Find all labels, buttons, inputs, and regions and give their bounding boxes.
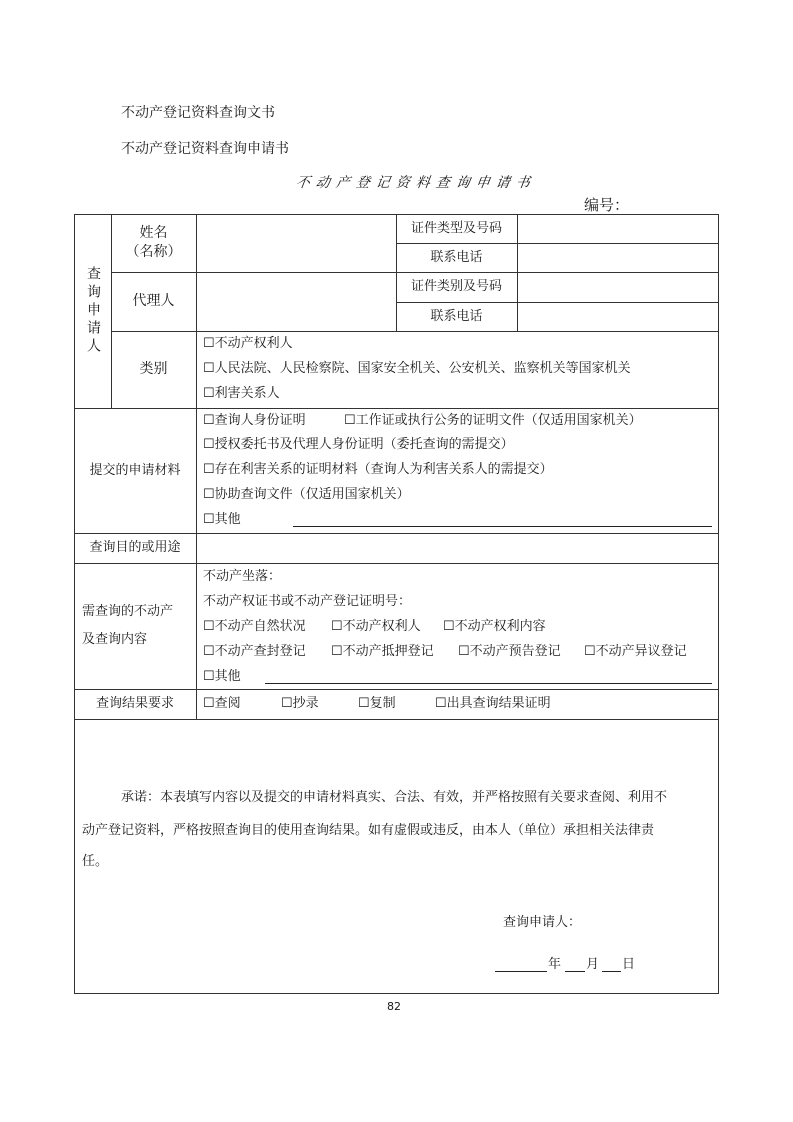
property-checkbox-natural-status[interactable]: ☐不动产自然状况 — [203, 619, 306, 634]
table-border-right — [718, 214, 719, 993]
divider — [111, 331, 718, 332]
name-label — [111, 214, 196, 272]
category-label: 类别 — [139, 361, 168, 377]
applicant-section-label: 查询申请人 — [85, 266, 101, 356]
pledge-text-line2: 动产登记资料，严格按照查询目的使用查询结果。如有虚假或违反，由本人（单位）承担相关法律责 — [82, 823, 655, 838]
signer-label: 查询申请人： — [503, 915, 582, 930]
result-checkbox-certificate[interactable]: ☐出具查询结果证明 — [435, 696, 551, 711]
agent-id-number-input[interactable] — [518, 273, 717, 301]
materials-other-input[interactable] — [293, 526, 712, 527]
result-checkbox-transcribe[interactable]: ☐抄录 — [281, 696, 319, 711]
property-cert-input[interactable] — [420, 592, 710, 612]
result-checkbox-copy[interactable]: ☐复制 — [358, 696, 396, 711]
id-type-label: 证件类型及号码 — [410, 220, 502, 236]
agent-name-input[interactable] — [197, 273, 395, 330]
name-input[interactable] — [197, 215, 395, 271]
materials-checkbox-interest-proof[interactable]: ☐存在利害关系的证明材料（查询人为利害关系人的需提交） — [203, 462, 553, 477]
category-checkbox-state-organ[interactable]: ☐人民法院、人民检察院、国家安全机关、公安机关、监察机关等国家机关 — [203, 361, 631, 376]
pledge-text-line3: 任。 — [82, 854, 109, 869]
date-year-label: 年 — [548, 957, 562, 972]
materials-checkbox-authorization[interactable]: ☐授权委托书及代理人身份证明（委托查询的需提交） — [203, 437, 514, 452]
property-checkbox-seizure[interactable]: ☐不动产查封登记 — [203, 644, 306, 659]
agent-phone-input[interactable] — [518, 303, 717, 330]
property-location-input[interactable] — [290, 567, 710, 587]
property-other-input[interactable] — [265, 683, 712, 684]
purpose-label: 查询目的或用途 — [89, 540, 181, 555]
id-number-input[interactable] — [518, 215, 717, 242]
agent-id-type-label: 证件类别及号码 — [410, 279, 502, 294]
property-checkbox-right-content[interactable]: ☐不动产权利内容 — [443, 619, 546, 634]
property-checkbox-other[interactable]: ☐其他 — [203, 669, 241, 684]
category-checkbox-owner[interactable]: ☐不动产权利人 — [203, 336, 293, 351]
divider — [74, 563, 719, 564]
category-checkbox-interested-party[interactable]: ☐利害关系人 — [203, 386, 280, 401]
property-label-line1: 需查询的不动产 — [82, 604, 174, 619]
date-day-label: 日 — [622, 957, 636, 972]
result-checkbox-view[interactable]: ☐查阅 — [203, 696, 241, 711]
result-label: 查询结果要求 — [95, 696, 174, 711]
document-title: 不动产登记资料查询文书 — [121, 105, 275, 121]
property-checkbox-mortgage[interactable]: ☐不动产抵押登记 — [331, 644, 434, 659]
property-label-line2: 及查询内容 — [82, 632, 148, 647]
date-month-input[interactable] — [565, 971, 585, 972]
name-label-line1: 姓名 — [139, 225, 168, 241]
property-checkbox-objection[interactable]: ☐不动产异议登记 — [584, 644, 687, 659]
pledge-text-line1: 承诺：本表填写内容以及提交的申请材料真实、合法、有效，并严格按照有关要求查阅、利用不 — [121, 790, 668, 805]
phone-input[interactable] — [518, 244, 717, 271]
form-number-label: 编号： — [584, 196, 630, 214]
agent-label: 代理人 — [132, 293, 175, 309]
property-cert-label: 不动产权证书或不动产登记证明号： — [203, 594, 412, 609]
materials-checkbox-id-proof[interactable]: ☐查询人身份证明 — [203, 413, 306, 428]
table-border-bottom — [74, 993, 719, 994]
phone-label: 联系电话 — [430, 249, 483, 265]
date-month-label: 月 — [586, 957, 600, 972]
date-day-input[interactable] — [602, 971, 621, 972]
purpose-input[interactable] — [203, 541, 713, 559]
property-location-label: 不动产坐落： — [203, 569, 282, 584]
form-title: 不动产登记资料查询申请书 — [294, 175, 537, 191]
materials-checkbox-assist-doc[interactable]: ☐协助查询文件（仅适用国家机关） — [203, 487, 410, 502]
name-label-line2: （名称） — [125, 244, 182, 260]
materials-checkbox-other[interactable]: ☐其他 — [203, 512, 241, 527]
date-year-input[interactable] — [495, 971, 547, 972]
property-checkbox-owner[interactable]: ☐不动产权利人 — [331, 619, 421, 634]
section-title: 不动产登记资料查询申请书 — [121, 141, 289, 157]
materials-label: 提交的申请材料 — [89, 462, 181, 478]
agent-phone-label: 联系电话 — [430, 308, 483, 324]
property-checkbox-advance-notice[interactable]: ☐不动产预告登记 — [458, 644, 561, 659]
divider — [74, 719, 719, 720]
page-number: 82 — [387, 1000, 401, 1013]
materials-checkbox-work-cert[interactable]: ☐工作证或执行公务的证明文件（仅适用国家机关） — [344, 413, 642, 428]
